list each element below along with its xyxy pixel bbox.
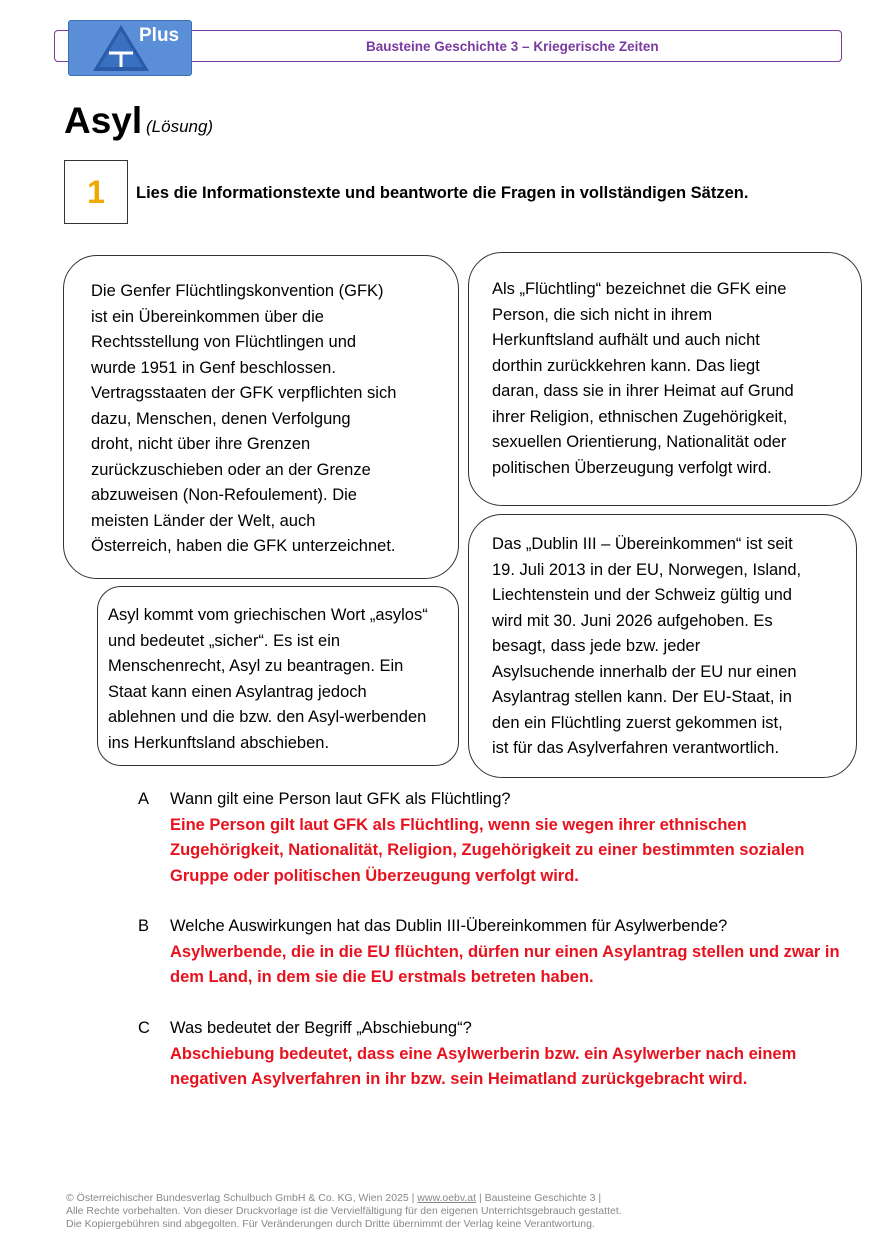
footer-book: | Bausteine Geschichte 3 | (476, 1192, 602, 1204)
footer-copyright: © Österreichischer Bundesverlag Schulbuch GmbH & Co. KG, Wien 2025 | (66, 1192, 418, 1204)
info-line: droht, nicht über ihre Grenzen (91, 435, 311, 453)
page-subtitle: (Lösung) (146, 117, 214, 136)
info-line: Menschenrecht, Asyl zu beantragen. Ein (108, 657, 404, 675)
info-line: ist ein Übereinkommen über die (91, 307, 324, 326)
header-title: Bausteine Geschichte 3 – Kriegerische Zeiten (366, 39, 659, 54)
footer-line-1 (66, 1192, 622, 1205)
question-letter: A (138, 790, 150, 808)
info-box-fluechtling (468, 252, 862, 506)
info-line: Die Genfer Flüchtlingskonvention (GFK) (91, 282, 384, 300)
answer-text: Abschiebung bedeutet, dass eine Asylwerberin bzw. ein Asylwerber nach einem negativen Asylverfahren in ihr bzw. sein Heimatland zurückgebracht wird. (170, 1044, 797, 1088)
info-line: Person, die sich nicht in ihrem (492, 305, 713, 324)
info-box-asyl (97, 586, 459, 766)
question-text: Welche Auswirkungen hat das Dublin III-Übereinkommen für Asylwerbende? (170, 917, 728, 935)
info-line: Asyl kommt vom griechischen Wort „asylos“ (108, 606, 428, 624)
info-line: 19. Juli 2013 in der EU, Norwegen, Island, (492, 560, 802, 579)
info-line: Das „Dublin III – Übereinkommen“ ist seit (492, 535, 793, 553)
task-instruction: Lies die Informationstexte und beantworte die Fragen in vollständigen Sätzen. (136, 184, 749, 202)
footer-line-2: Alle Rechte vorbehalten. Von dieser Druckvorlage ist die Vervielfältigung für den eigenen Unterrichtsgebrauch gestattet. (66, 1205, 622, 1217)
info-line: daran, dass sie in ihrer Heimat auf Grund (492, 382, 794, 400)
task-number: 1 (64, 160, 128, 224)
info-line: Asylsuchende innerhalb der EU nur einen (492, 662, 797, 681)
info-line: wird mit 30. Juni 2026 aufgehoben. Es (492, 611, 773, 630)
info-line: sexuellen Orientierung, Nationalität oder (492, 433, 787, 451)
info-line: den ein Flüchtling zuerst gekommen ist, (492, 713, 783, 732)
publisher-logo (68, 20, 192, 76)
info-line: Staat kann einen Asylantrag jedoch (108, 682, 367, 701)
info-line: meisten Länder der Welt, auch (91, 511, 316, 530)
answer-text: Eine Person gilt laut GFK als Flüchtling, wenn sie wegen ihrer ethnischen Zugehörigkeit, Nationalität, Religion, Zugehörigkeit zu einer bestimmten sozialen Gruppe oder politischen Überzeugung verfolgt wird. (170, 815, 805, 885)
logo-text: Plus (139, 25, 180, 46)
question-letter: B (138, 917, 150, 935)
info-line: zurückzuschieben oder an der Grenze (91, 460, 371, 479)
question-text: Was bedeutet der Begriff „Abschiebung“? (170, 1019, 472, 1037)
info-line: Als „Flüchtling“ bezeichnet die GFK eine (492, 280, 787, 298)
info-line: dorthin zurückkehren kann. Das liegt (492, 356, 760, 375)
info-line: Asylantrag stellen kann. Der EU-Staat, in (492, 688, 792, 706)
info-line: wurde 1951 in Genf beschlossen. (91, 358, 336, 377)
info-line: abzuweisen (Non-Refoulement). Die (91, 486, 357, 504)
footer-line-3: Die Kopiergebühren sind abgegolten. Für Veränderungen durch Dritte übernimmt der Verlag keine Verantwortung. (66, 1218, 595, 1230)
info-line: Rechtsstellung von Flüchtlingen und (91, 333, 357, 351)
info-line: und bedeutet „sicher“. Es ist ein (108, 631, 341, 650)
info-box-gfk (63, 255, 459, 579)
info-line: besagt, dass jede bzw. jeder (492, 637, 701, 655)
info-line: Vertragsstaaten der GFK verpflichten sich (91, 384, 397, 402)
question-text: Wann gilt eine Person laut GFK als Flüchtling? (170, 790, 511, 808)
info-line: ablehnen und die bzw. den Asyl-werbenden (108, 708, 427, 726)
info-line: dazu, Menschen, denen Verfolgung (91, 409, 351, 428)
info-line: ihrer Religion, ethnischen Zugehörigkeit, (492, 407, 788, 426)
answer-text: Asylwerbende, die in die EU flüchten, dürfen nur einen Asylantrag stellen und zwar in dem Land, in dem sie die EU erstmals betreten haben. (170, 942, 840, 986)
footer (66, 1192, 622, 1231)
info-line: ist für das Asylverfahren verantwortlich. (492, 739, 780, 757)
info-box-dublin (468, 514, 857, 778)
info-line: ins Herkunftsland abschieben. (108, 733, 330, 752)
info-line: Herkunftsland aufhält und auch nicht (492, 331, 760, 349)
publisher-link[interactable]: www.oebv.at (417, 1192, 477, 1204)
info-line: politischen Überzeugung verfolgt wird. (492, 458, 772, 477)
question-letter: C (138, 1019, 150, 1037)
page-title: Asyl (64, 100, 143, 141)
info-line: Liechtenstein und der Schweiz gültig und (492, 586, 792, 604)
info-line: Österreich, haben die GFK unterzeichnet. (91, 537, 396, 555)
